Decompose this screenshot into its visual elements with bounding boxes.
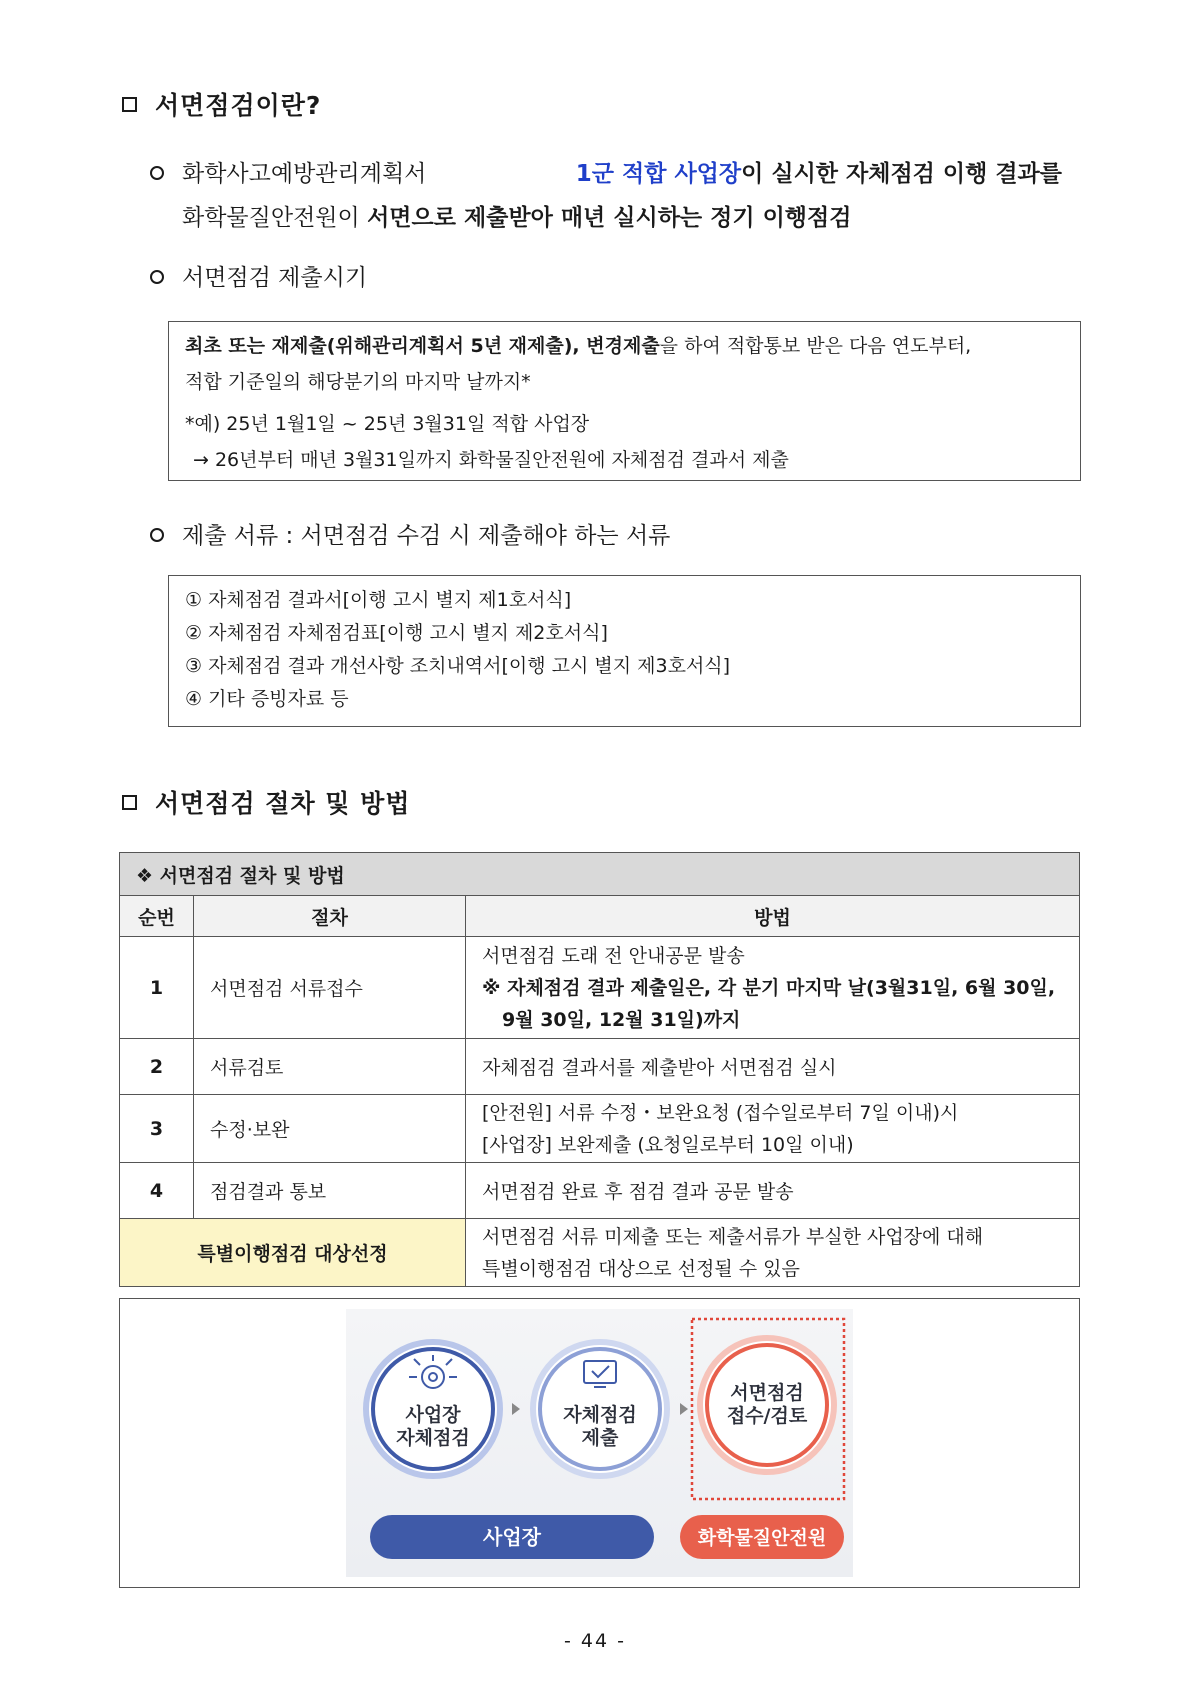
- special-label: 특별이행점검 대상선정: [120, 1219, 466, 1287]
- step-circle-submission: [533, 1342, 667, 1476]
- row-step: 서면점검 서류접수: [194, 937, 466, 1039]
- procedure-table: [119, 852, 1080, 1287]
- timing-line: 적합 기준일의 해당분기의 마지막 날까지*: [185, 371, 531, 393]
- method-line: [안전원] 서류 수정・보완요청 (접수일로부터 7일 이내)시: [482, 1101, 959, 1124]
- circle-label: 사업장: [405, 1404, 461, 1426]
- table-row-special: [120, 1219, 1080, 1287]
- docs-bullet: [150, 514, 670, 558]
- row-method: [466, 1095, 1080, 1163]
- definition-text-bold: 서면으로 제출받아 매년 실시하는 정기 이행점검: [367, 205, 852, 231]
- method-line-bold: ※ 자체점검 결과 제출일은, 각 분기 마지막 날(3월31일, 6월 30일,: [482, 976, 1056, 999]
- step-circle-self-inspection: [366, 1342, 500, 1476]
- timing-line: 을 하여 적합통보 받은 다음 연도부터,: [659, 335, 972, 357]
- table-caption: ❖ 서면점검 절차 및 방법: [120, 853, 1080, 896]
- row-number: 1: [120, 937, 194, 1039]
- definition-text: 화학사고예방관리계획서: [182, 161, 427, 187]
- docs-box: [168, 575, 1081, 727]
- column-header: 순번: [120, 896, 194, 937]
- definition-highlight: 1군 적합 사업장: [575, 161, 742, 187]
- doc-item: ① 자체점검 결과서[이행 고시 별지 제1호서식]: [185, 589, 572, 611]
- timing-line-bold: 최초 또는 재제출(위해관리계획서 5년 재제출), 변경제출: [185, 335, 660, 357]
- row-method: 자체점검 결과서를 제출받아 서면점검 실시: [466, 1039, 1080, 1095]
- timing-box: [168, 321, 1081, 481]
- row-method: [466, 1219, 1080, 1287]
- docs-title: 제출 서류 : 서면점검 수검 시 제출해야 하는 서류: [182, 523, 671, 549]
- pill-label: 사업장: [483, 1525, 541, 1549]
- method-line-bold: 9월 30일, 12월 31일)까지: [502, 1008, 741, 1031]
- timing-example: *예) 25년 1월1일 ~ 25년 3월31일 적합 사업장: [185, 413, 590, 435]
- pill-label: 화학물질안전원: [697, 1527, 827, 1549]
- definition-bullet: [150, 152, 1080, 240]
- step-circle-review: [700, 1338, 834, 1472]
- circle-bullet-icon: [150, 270, 164, 284]
- table-row: [120, 1163, 1080, 1219]
- circle-label: 자체점검: [396, 1427, 470, 1449]
- circle-label: 제출: [581, 1427, 619, 1449]
- row-number: 4: [120, 1163, 194, 1219]
- row-step: 서류검토: [194, 1039, 466, 1095]
- column-header: 방법: [466, 896, 1080, 937]
- checkbox-square-icon: [122, 795, 137, 810]
- table-row: [120, 1095, 1080, 1163]
- row-method: 서면점검 완료 후 점검 결과 공문 발송: [466, 1163, 1080, 1219]
- timing-bullet: [150, 256, 367, 300]
- doc-item: ③ 자체점검 결과 개선사항 조치내역서[이행 고시 별지 제3호서식]: [185, 655, 731, 677]
- row-step: 수정·보완: [194, 1095, 466, 1163]
- method-line: 특별이행점검 대상으로 선정될 수 있음: [482, 1257, 800, 1280]
- section-heading-procedure: [122, 784, 410, 820]
- circle-label: 자체점검: [563, 1404, 637, 1426]
- checkbox-square-icon: [122, 97, 137, 112]
- definition-text: 화학물질안전원이: [182, 205, 360, 231]
- circle-label: 서면점검: [730, 1382, 804, 1404]
- row-step: 점검결과 통보: [194, 1163, 466, 1219]
- circle-bullet-icon: [150, 528, 164, 542]
- process-diagram-frame: [119, 1298, 1080, 1588]
- method-line: 서면점검 도래 전 안내공문 발송: [482, 944, 745, 967]
- section-title: 서면점검 절차 및 방법: [155, 789, 411, 818]
- row-number: 3: [120, 1095, 194, 1163]
- column-header: 절차: [194, 896, 466, 937]
- doc-item: ② 자체점검 자체점검표[이행 고시 별지 제2호서식]: [185, 622, 608, 644]
- circle-label: 접수/검토: [726, 1405, 808, 1427]
- timing-title: 서면점검 제출시기: [182, 265, 368, 291]
- doc-item: ④ 기타 증빙자료 등: [185, 688, 349, 710]
- definition-text-bold: 이 실시한 자체점검 이행 결과를: [741, 161, 1062, 187]
- table-row: [120, 937, 1080, 1039]
- procedure-table-wrap: [119, 852, 1080, 1287]
- section-title: 서면점검이란?: [155, 91, 322, 120]
- method-line: [사업장] 보완제출 (요청일로부터 10일 이내): [482, 1133, 854, 1156]
- page-number: - 44 -: [564, 1630, 626, 1652]
- method-line: 서면점검 서류 미제출 또는 제출서류가 부실한 사업장에 대해: [482, 1225, 984, 1248]
- row-method: [466, 937, 1080, 1039]
- row-number: 2: [120, 1039, 194, 1095]
- section-heading-definition: [122, 86, 321, 122]
- table-row: [120, 1039, 1080, 1095]
- circle-bullet-icon: [150, 166, 164, 180]
- process-diagram: [120, 1299, 1079, 1587]
- timing-example: → 26년부터 매년 3월31일까지 화학물질안전원에 자체점검 결과서 제출: [193, 449, 789, 471]
